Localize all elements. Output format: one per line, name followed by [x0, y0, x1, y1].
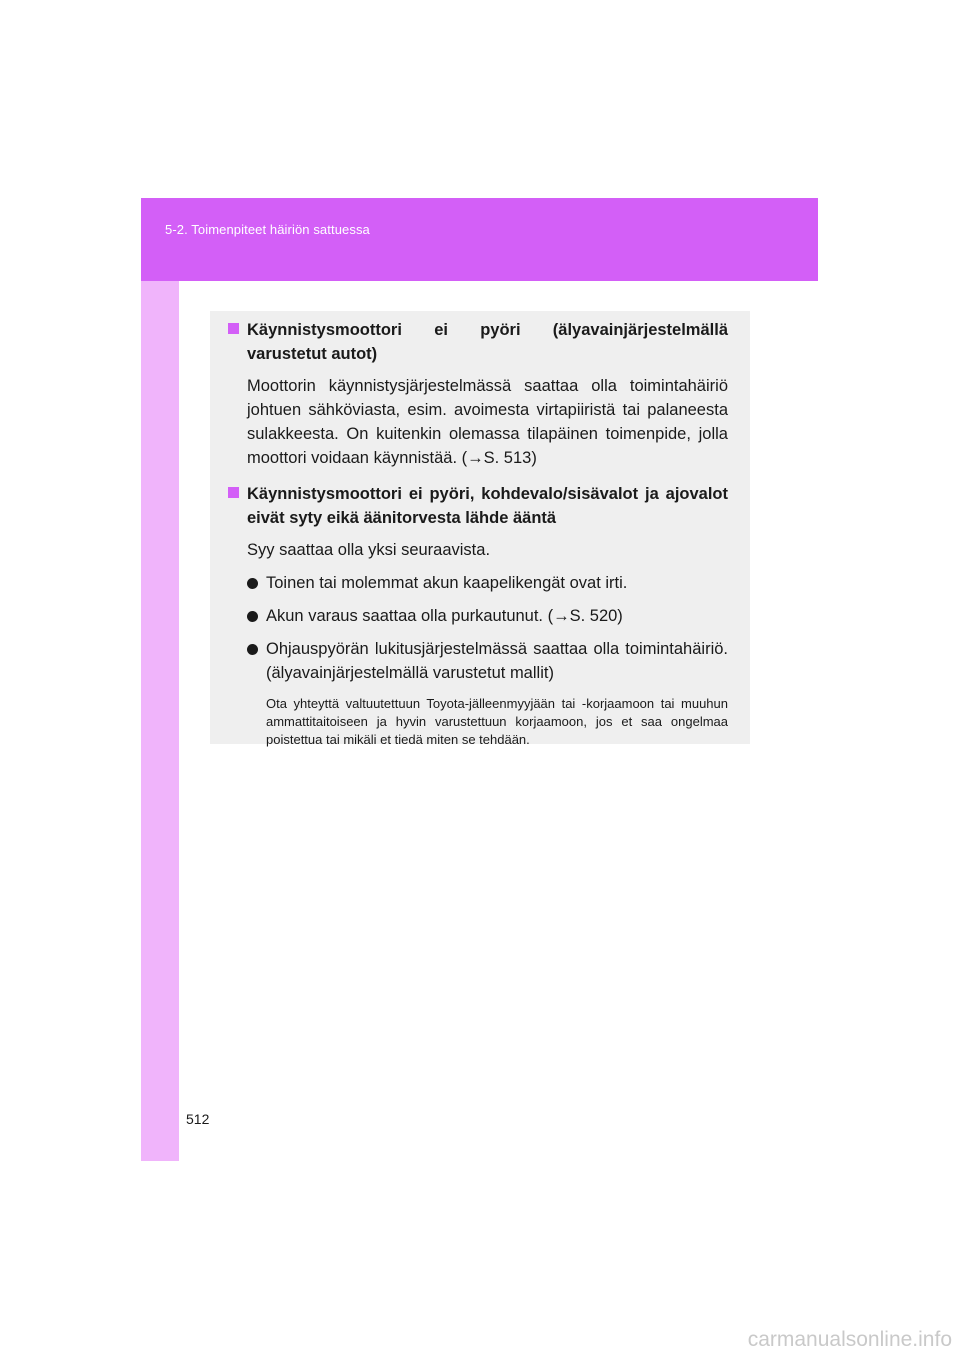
square-bullet-icon	[228, 487, 239, 498]
topic-starter-not-cranking	[228, 318, 728, 470]
square-bullet-icon	[228, 323, 239, 334]
list-item	[247, 604, 728, 628]
info-box	[210, 311, 750, 747]
round-bullet-icon	[247, 644, 258, 655]
topic-heading: Käynnistysmoottori ei pyöri (älyavainjärjestelmällä varustetut autot)	[247, 321, 728, 363]
round-bullet-icon	[247, 578, 258, 589]
topic-no-lights-no-horn	[228, 482, 728, 749]
topic-body: Moottorin käynnistysjärjestelmässä saattaa olla toimintahäiriö johtuen sähköviasta, esim. avoimesta virtapiiristä tai palaneesta sulakkeesta. On kuitenkin olemassa tilapäinen toimenpide, jolla moottori voidaan käynnistää. (→S. 513)	[247, 377, 728, 467]
list-item-text: Ohjauspyörän lukitusjärjestelmässä saattaa olla toimintahäiriö. (älyavainjärjestelmällä varustetut mallit)	[266, 640, 728, 682]
section-title: 5-2. Toimenpiteet häiriön sattuessa	[165, 222, 370, 237]
list-item	[247, 637, 728, 685]
page-number: 512	[186, 1111, 210, 1127]
topic-body: Syy saattaa olla yksi seuraavista.	[247, 541, 491, 559]
dealer-note: Ota yhteyttä valtuutettuun Toyota-jälleenmyyjään tai -korjaamoon tai muuhun ammattitaitoiseen ja hyvin varustettuun korjaamoon, jos et saa ongelmaa poistettua tai mikäli et tiedä miten se tehdään.	[266, 696, 728, 747]
list-item-text: Akun varaus saattaa olla purkautunut. (→S. 520)	[266, 607, 623, 625]
list-item	[247, 571, 728, 595]
topic-heading: Käynnistysmoottori ei pyöri, kohdevalo/sisävalot ja ajovalot eivät syty eikä äänitorvesta lähde ääntä	[247, 485, 728, 527]
round-bullet-icon	[247, 611, 258, 622]
side-strip	[141, 281, 179, 1161]
list-item-text: Toinen tai molemmat akun kaapelikengät ovat irti.	[266, 574, 628, 592]
header-band	[141, 198, 818, 281]
watermark: carmanualsonline.info	[747, 1328, 952, 1351]
